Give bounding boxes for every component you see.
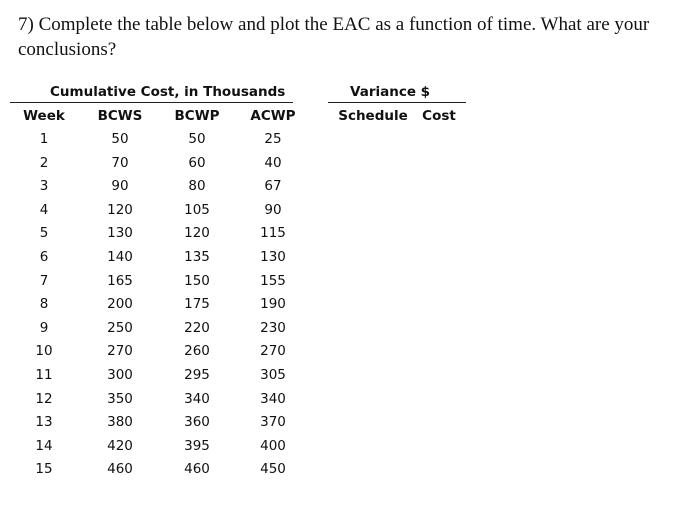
- week-cell: 2: [39, 154, 49, 171]
- week-cell: 15: [35, 461, 53, 478]
- bcws-cell: 350: [107, 390, 133, 407]
- table-row: [10, 364, 466, 388]
- bcws-cell: 120: [107, 201, 133, 218]
- table-row: [10, 175, 466, 199]
- acwp-cell: 90: [264, 201, 282, 218]
- bcwp-cell: 50: [188, 131, 206, 147]
- bcws-cell: 460: [107, 461, 133, 478]
- table-row: [10, 152, 466, 176]
- table-body: [10, 128, 466, 482]
- week-column-header: Week: [23, 108, 65, 124]
- acwp-cell: 370: [260, 414, 286, 431]
- table-row: [10, 317, 466, 341]
- bcws-cell: 420: [107, 437, 133, 454]
- question-text: 7) Complete the table below and plot the EAC as a function of time. What are your conclusions?: [18, 14, 650, 60]
- column-header-row: [10, 104, 466, 128]
- table-row: [10, 222, 466, 246]
- table-row: [10, 458, 466, 482]
- acwp-cell: 305: [260, 366, 286, 383]
- week-cell: 11: [35, 366, 53, 383]
- cost-table: [10, 82, 466, 482]
- acwp-cell: 230: [260, 319, 286, 336]
- acwp-cell: 115: [260, 225, 286, 242]
- table-row: [10, 388, 466, 412]
- table-row: [10, 199, 466, 223]
- acwp-cell: 25: [264, 131, 282, 147]
- bcws-cell: 165: [107, 272, 133, 289]
- bcwp-cell: 460: [184, 461, 210, 478]
- acwp-column-header: ACWP: [250, 108, 296, 124]
- bcwp-cell: 340: [184, 390, 210, 407]
- bcws-cell: 250: [107, 319, 133, 336]
- bcws-cell: 300: [107, 366, 133, 383]
- acwp-cell: 270: [260, 343, 286, 360]
- variance-header: Variance $: [350, 84, 431, 100]
- bcws-cell: 200: [107, 296, 133, 313]
- table-row: [10, 435, 466, 459]
- bcwp-cell: 105: [184, 201, 210, 218]
- bcws-cell: 50: [111, 131, 129, 147]
- bcwp-cell: 120: [184, 225, 210, 242]
- acwp-cell: 400: [260, 437, 286, 454]
- cumulative-cost-header: Cumulative Cost, in Thousands: [50, 84, 286, 100]
- bcwp-column-header: BCWP: [174, 108, 220, 124]
- week-cell: 9: [39, 319, 49, 336]
- table-row: [10, 411, 466, 435]
- table-row: [10, 340, 466, 364]
- week-cell: 7: [39, 272, 49, 289]
- week-cell: 5: [39, 225, 49, 242]
- acwp-cell: 450: [260, 461, 286, 478]
- week-cell: 3: [39, 178, 49, 195]
- bcwp-cell: 360: [184, 414, 210, 431]
- acwp-cell: 155: [260, 272, 286, 289]
- table-row: [10, 293, 466, 317]
- week-cell: 10: [35, 343, 53, 360]
- bcws-cell: 140: [107, 248, 133, 265]
- week-cell: 6: [39, 248, 49, 265]
- week-cell: 4: [39, 201, 49, 218]
- week-cell: 14: [35, 437, 53, 454]
- schedule-column-header: Schedule: [338, 108, 408, 124]
- bcws-cell: 70: [111, 154, 129, 171]
- bcwp-cell: 295: [184, 366, 210, 383]
- variance-divider: [328, 102, 466, 103]
- bcws-cell: 90: [111, 178, 129, 195]
- group-header-row: [10, 82, 466, 102]
- acwp-cell: 130: [260, 248, 286, 265]
- bcwp-cell: 175: [184, 296, 210, 313]
- bcwp-cell: 220: [184, 319, 210, 336]
- bcwp-cell: 395: [184, 437, 210, 454]
- table-row: [10, 270, 466, 294]
- acwp-cell: 340: [260, 390, 286, 407]
- week-cell: 1: [39, 131, 49, 147]
- cost-column-header: Cost: [422, 108, 456, 124]
- table-row: [10, 246, 466, 270]
- bcws-cell: 270: [107, 343, 133, 360]
- week-cell: 12: [35, 390, 53, 407]
- bcwp-cell: 260: [184, 343, 210, 360]
- week-cell: 8: [39, 296, 49, 313]
- table-row: [10, 128, 466, 152]
- cumulative-divider: [10, 102, 293, 103]
- acwp-cell: 190: [260, 296, 286, 313]
- acwp-cell: 40: [264, 154, 282, 171]
- bcws-cell: 130: [107, 225, 133, 242]
- bcwp-cell: 80: [188, 178, 206, 195]
- bcwp-cell: 150: [184, 272, 210, 289]
- bcwp-cell: 135: [184, 248, 210, 265]
- bcwp-cell: 60: [188, 154, 206, 171]
- bcws-cell: 380: [107, 414, 133, 431]
- acwp-cell: 67: [264, 178, 282, 195]
- bcws-column-header: BCWS: [97, 108, 143, 124]
- week-cell: 13: [35, 414, 53, 431]
